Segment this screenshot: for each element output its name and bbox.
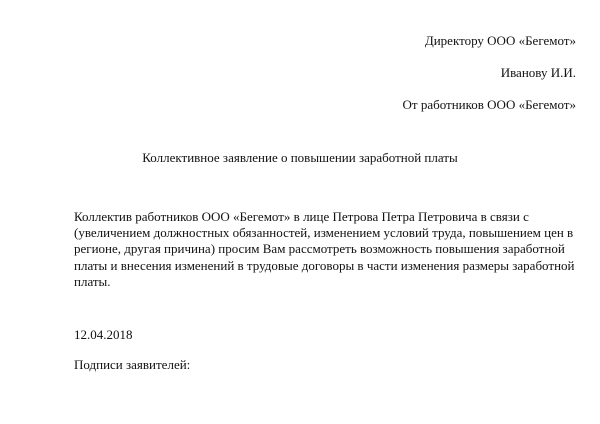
document-date: 12.04.2018 — [74, 327, 133, 342]
signatures-label: Подписи заявителей: — [74, 357, 191, 372]
addressee-name: Иванову И.И. — [500, 65, 576, 80]
document-title: Коллективное заявление о повышении заработной платы — [142, 150, 458, 165]
body-line: платы. — [74, 273, 111, 289]
addressee-director: Директору ООО «Бегемот» — [424, 33, 576, 48]
body-line: Коллектив работников ООО «Бегемот» в лице Петрова Петра Петровича в связи с — [74, 209, 529, 224]
body-line: регионе, другая причина) просим Вам рассмотреть возможность повышения заработной — [74, 241, 565, 257]
document-body — [74, 209, 574, 290]
body-line: платы и внесения изменений в трудовые договоры в части изменения размеры заработной — [74, 257, 575, 273]
body-line: (увеличением должностных обязанностей, изменением условий труда, повышением цен в — [74, 225, 574, 241]
sender-line: От работников ООО «Бегемот» — [402, 97, 576, 112]
